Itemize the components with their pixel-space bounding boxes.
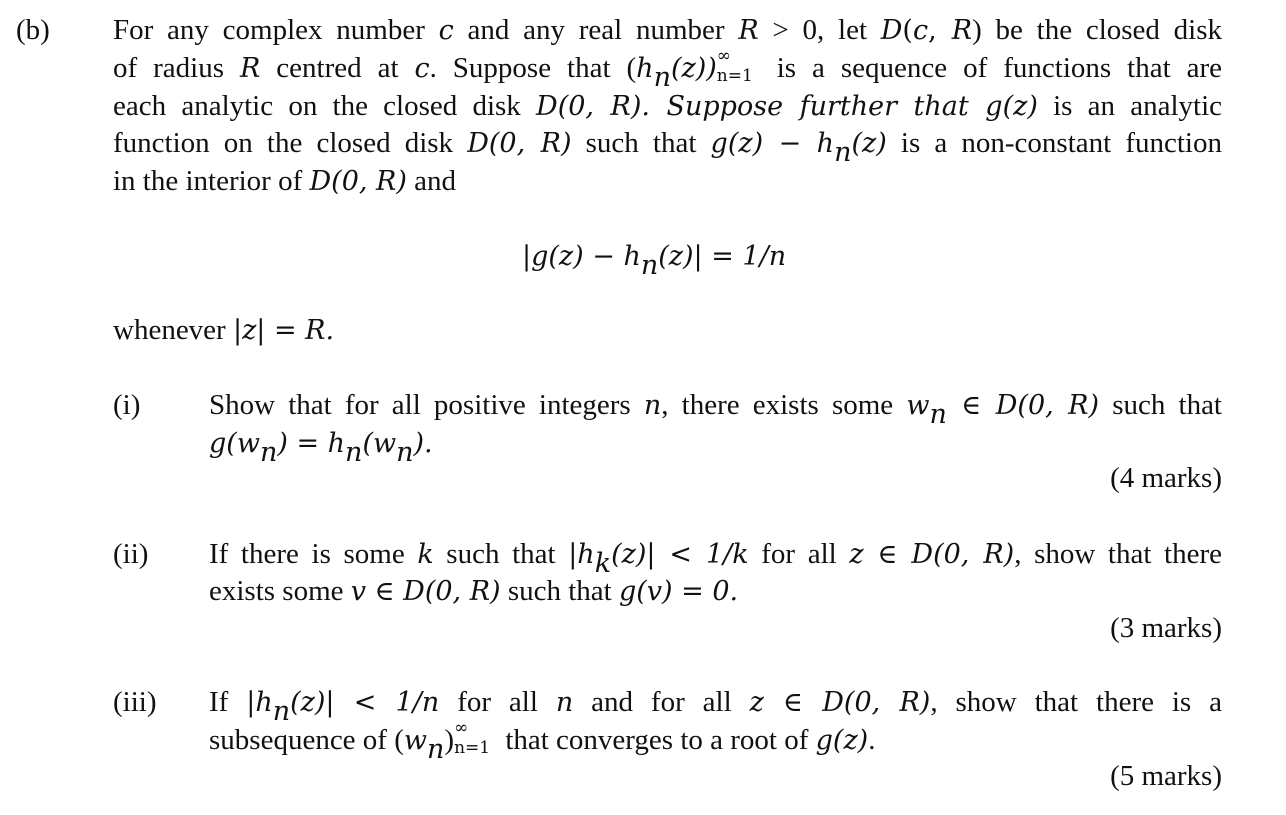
part-iii-line-1: If $|h_n(z)| < 1/n$ for all n and for all z ∈ D(0, R), show that there is a bbox=[209, 686, 1223, 728]
intro-line-5: in the interior of D(0, R) and bbox=[113, 165, 457, 197]
part-ii-line-1: If there is some k such that $|h_k(z)| < 1/k$ for all z ∈ D(0, R), show that there bbox=[209, 538, 1222, 580]
part-iii-line-2: subsequence of $(w_n)$ ∞ n=1 that converges to a root of g(z). bbox=[209, 718, 876, 766]
part-i-line-2: $g(w_n) = h_n(w_n)$. bbox=[209, 428, 433, 469]
part-iii-label: (iii) bbox=[113, 686, 157, 718]
intro-line-2: of radius R centred at c. Suppose that $(h_n(z))$ ∞ n=1 is a sequence of functions that are bbox=[113, 46, 1222, 94]
display-equation: $|g(z) - h_n(z)| = 1/n$ bbox=[522, 241, 787, 282]
part-i-line-1: Show that for all positive integers n, there exists some $w_n$ ∈ D(0, R) such that bbox=[209, 389, 1222, 431]
whenever-line: whenever |z| = R. bbox=[113, 314, 335, 346]
part-ii-marks: (3 marks) bbox=[1110, 612, 1222, 644]
intro-line-1: For any complex number c and any real number R > 0, let D(c, R) be the closed disk bbox=[113, 14, 1223, 46]
part-ii-label: (ii) bbox=[113, 538, 149, 570]
part-label: (b) bbox=[16, 14, 50, 46]
part-iii-marks: (5 marks) bbox=[1110, 760, 1222, 792]
intro-line-3: each analytic on the closed disk D(0, R). Suppose further that g(z) is an analytic bbox=[113, 90, 1223, 122]
part-ii-line-2: exists some v ∈ D(0, R) such that g(v) = 0. bbox=[209, 575, 739, 607]
part-i-label: (i) bbox=[113, 389, 141, 421]
part-i-marks: (4 marks) bbox=[1110, 462, 1222, 494]
intro-line-4: function on the closed disk D(0, R) such that $g(z) - h_n(z)$ is a non-constant function bbox=[113, 127, 1222, 169]
